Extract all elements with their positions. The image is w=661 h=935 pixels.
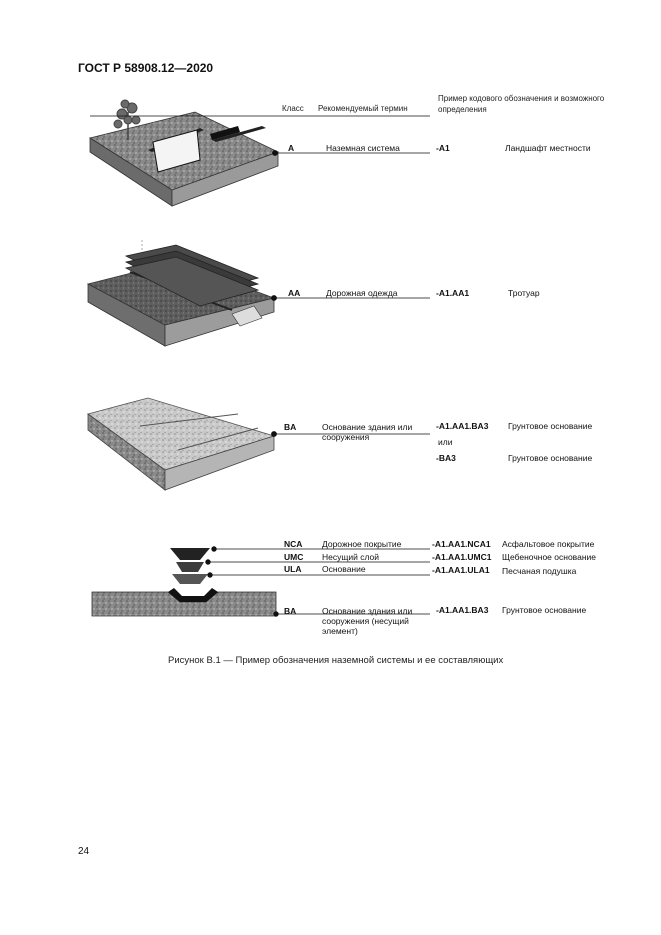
layer-ula-definition: Песчаная подушка xyxy=(502,566,577,576)
row-ba-code-alt: -BA3 xyxy=(436,453,456,463)
row-a-term: Наземная система xyxy=(326,143,400,153)
figure-caption: Рисунок В.1 — Пример обозначения наземной системы и ее составляющих xyxy=(168,655,504,666)
layer-section-illustration xyxy=(92,548,276,616)
column-header-term: Рекомендуемый термин xyxy=(318,104,408,113)
row-ba-or: или xyxy=(438,437,453,447)
page-number: 24 xyxy=(78,846,90,857)
column-header-class: Класс xyxy=(282,104,304,113)
layer-umc-term: Несущий слой xyxy=(322,552,379,562)
row-ba-definition: Грунтовое основание xyxy=(508,421,593,431)
row-aa-class: AA xyxy=(288,288,301,298)
document-header: ГОСТ Р 58908.12—2020 xyxy=(78,61,214,75)
layer-nca-term: Дорожное покрытие xyxy=(322,539,402,549)
row-ba-code: -A1.AA1.BA3 xyxy=(436,421,489,431)
layer-nca-class: NCA xyxy=(284,539,303,549)
layer-umc-class: UMC xyxy=(284,552,304,562)
layer-ula-code: -A1.AA1.ULA1 xyxy=(432,565,490,575)
foundation-illustration xyxy=(88,398,274,490)
row-a-class: A xyxy=(288,143,295,153)
layer-ba-class: BA xyxy=(284,606,297,616)
layer-nca-definition: Асфальтовое покрытие xyxy=(502,539,595,549)
layer-ba-code: -A1.AA1.BA3 xyxy=(436,605,489,615)
layer-ula-term: Основание xyxy=(322,564,366,574)
row-ba-term: Основание здания или сооружения xyxy=(322,422,413,442)
row-a-code: -A1 xyxy=(436,143,450,153)
row-ba-class: BA xyxy=(284,422,297,432)
layer-ba-definition: Грунтовое основание xyxy=(502,605,587,615)
row-aa-term: Дорожная одежда xyxy=(326,288,398,298)
row-aa-code: -A1.AA1 xyxy=(436,288,470,298)
pavement-illustration xyxy=(88,240,274,346)
layer-umc-code: -A1.AA1.UMC1 xyxy=(432,552,492,562)
row-aa-definition: Тротуар xyxy=(508,288,540,298)
column-header-code: Пример кодового обозначения и возможного определения xyxy=(438,94,605,114)
layer-ula-class: ULA xyxy=(284,564,302,574)
layer-umc-definition: Щебеночное основание xyxy=(502,552,596,562)
row-ba-definition-alt: Грунтовое основание xyxy=(508,453,593,463)
row-a-definition: Ландшафт местности xyxy=(505,143,591,153)
layer-ba-term: Основание здания или сооружения (несущий элемент) xyxy=(322,606,413,636)
layer-nca-code: -A1.AA1.NCA1 xyxy=(432,539,491,549)
